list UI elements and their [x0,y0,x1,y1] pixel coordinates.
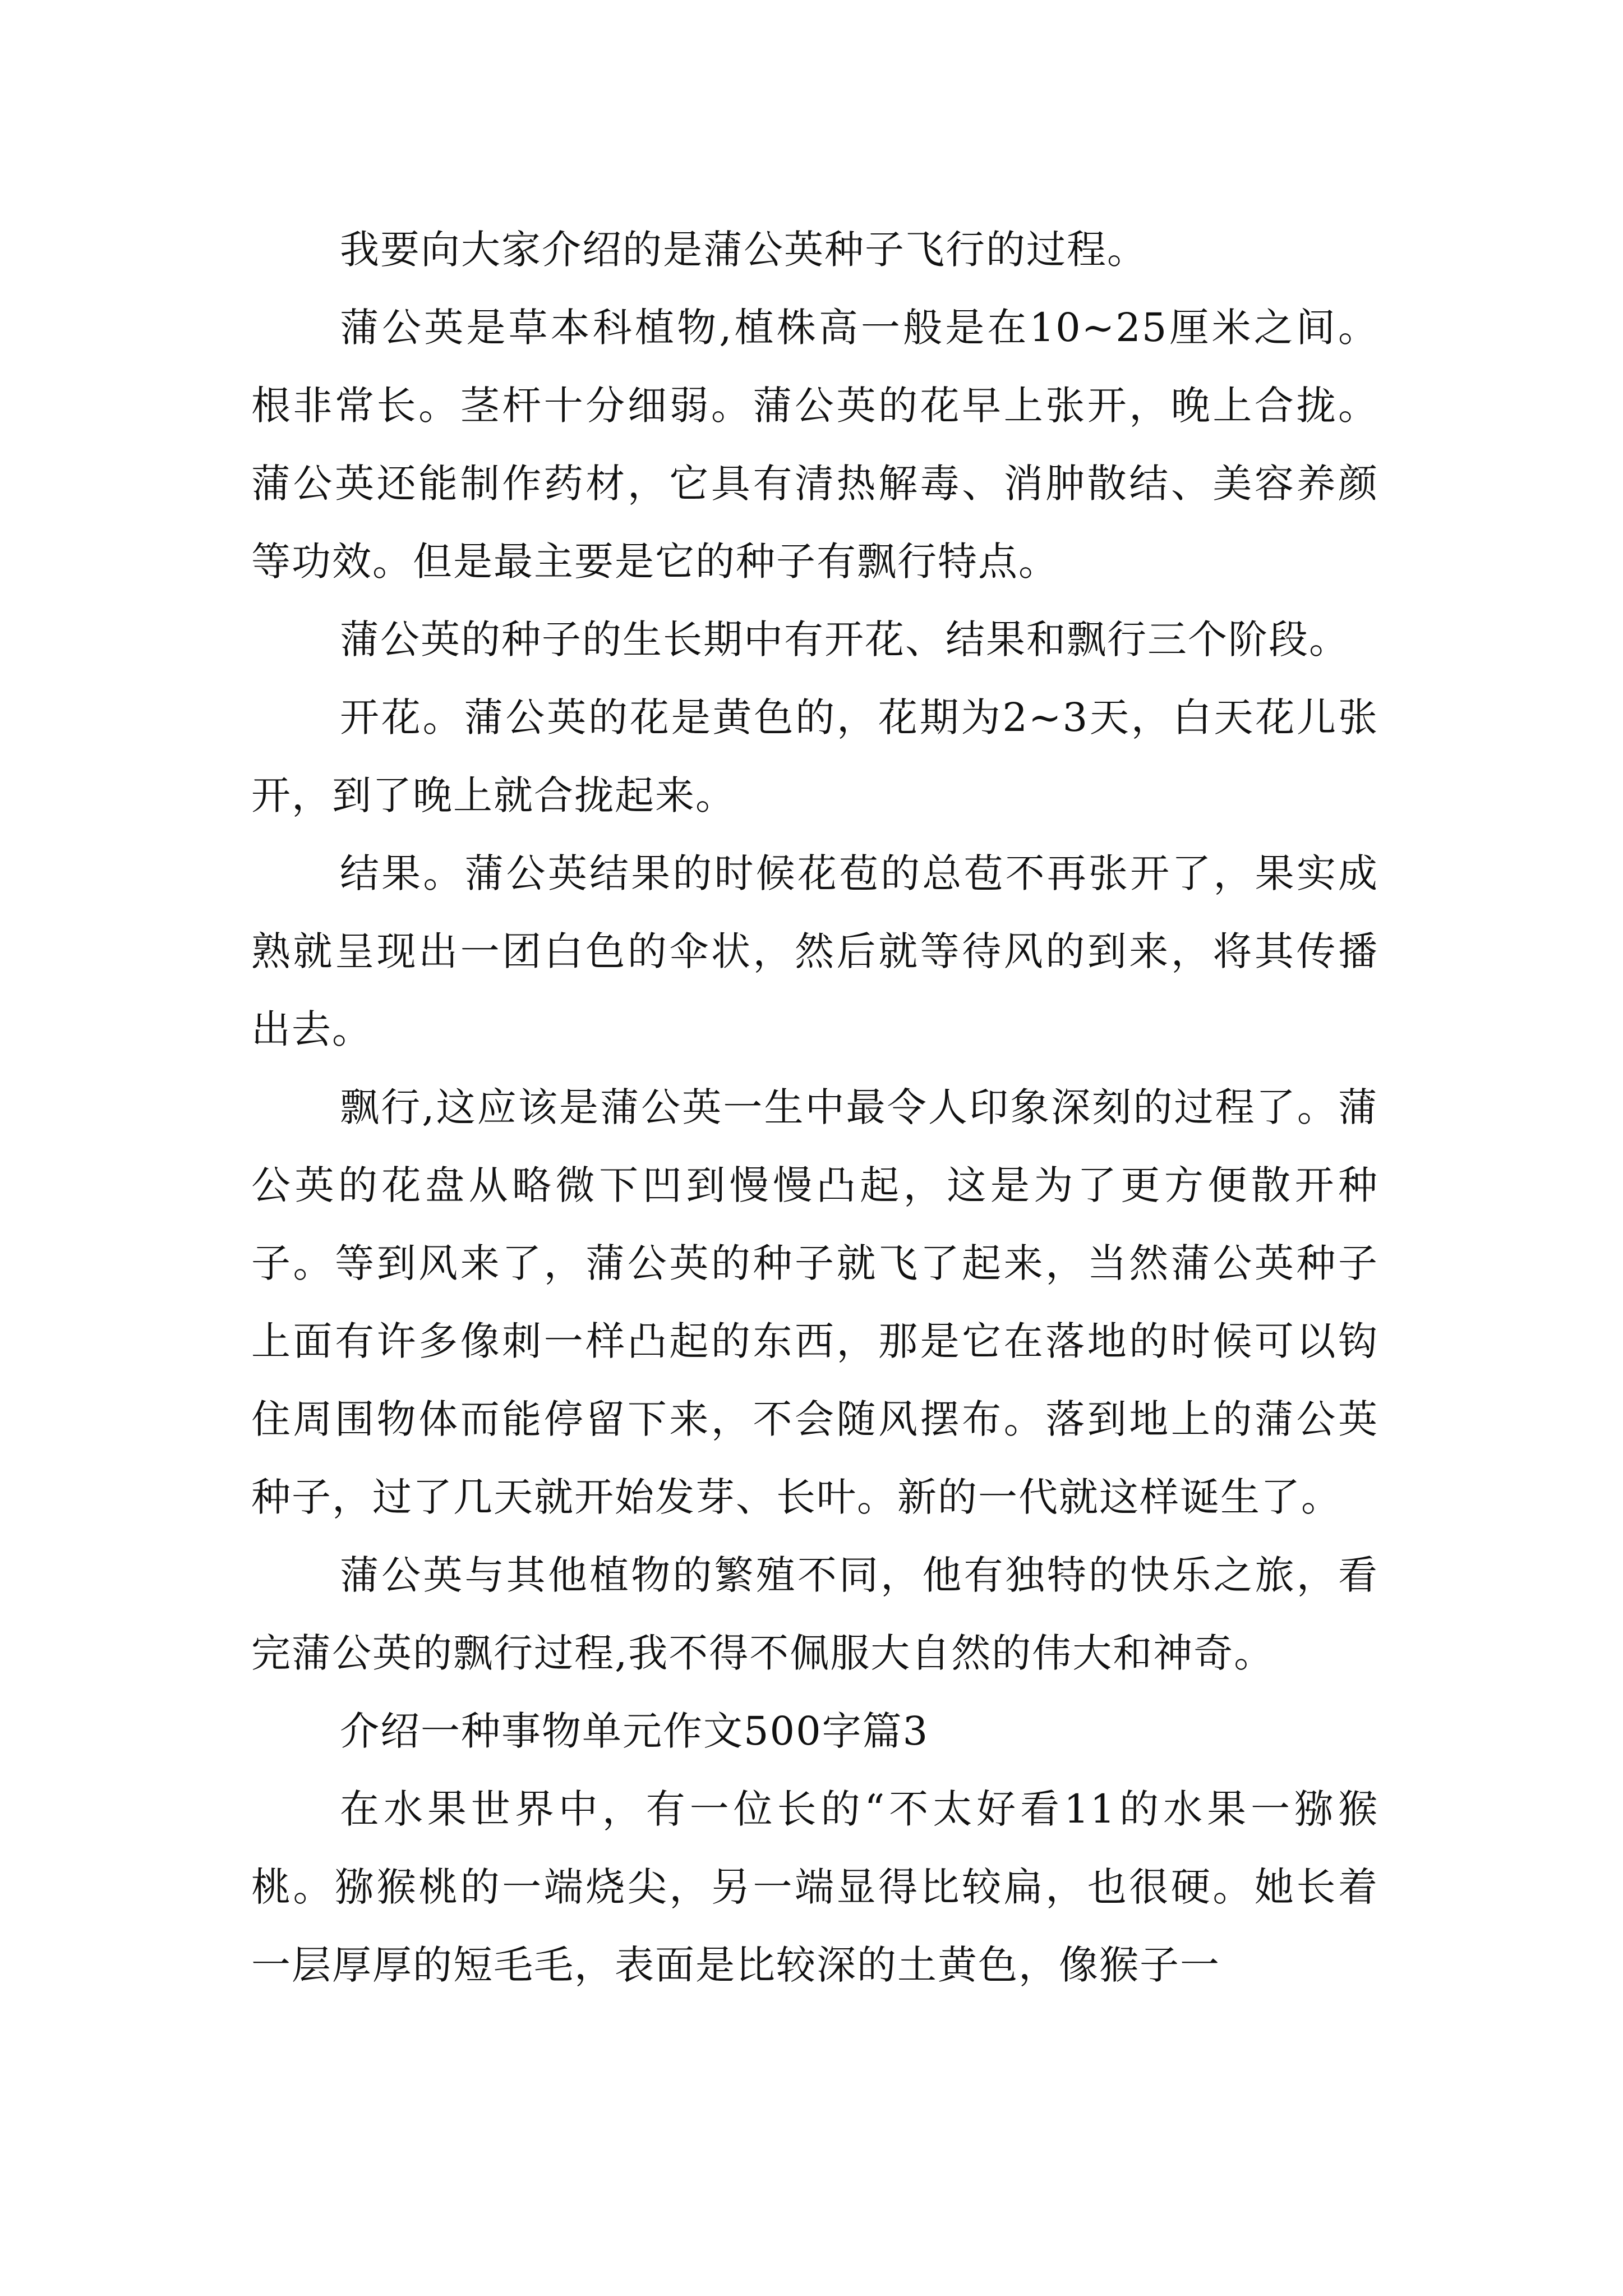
paragraph-kiwi: 在水果世界中，有一位长的“不太好看11的水果一猕猴桃。猕猴桃的一端烧尖，另一端显得比较扁，也很硬。她长着一层厚厚的短毛毛，表面是比较深的土黄色，像猴子一 [251,1786,1378,1988]
section-heading: 介绍一种事物单元作文500字篇3 [340,1708,929,1754]
paragraph-conclusion: 蒲公英与其他植物的繁殖不同，他有独特的快乐之旅，看完蒲公英的飘行过程,我不得不佩服大自然的伟大和神奇。 [251,1552,1378,1676]
paragraph-growth-stages: 蒲公英的种子的生长期中有开花、结果和飘行三个阶段。 [340,616,1349,662]
paragraph-floating: 飘行,这应该是蒲公英一生中最令人印象深刻的过程了。蒲公英的花盘从略微下凹到慢慢凸起，这是为了更方便散开种子。等到风来了，蒲公英的种子就飞了起来，当然蒲公英种子上面有许多像刺一样凸起的东西，那是它在落地的时候可以钩住周围物体而能停留下来，不会随风摆布。落到地上的蒲公英种子，过了几天就开始发芽、长叶。新的一代就这样诞生了。 [251,1084,1378,1520]
paragraph-flowering: 开花。蒲公英的花是黄色的，花期为2~3天，白天花儿张开，到了晚上就合拢起来。 [251,694,1378,818]
paragraph-plant-description: 蒲公英是草本科植物,植株高一般是在10~25厘米之间。根非常长。茎杆十分细弱。蒲公英的花早上张开，晚上合拢。蒲公英还能制作药材，它具有清热解毒、消肿散结、美容养颜等功效。但是最主要是它的种子有飘行特点。 [251,305,1378,585]
paragraph-fruiting: 结果。蒲公英结果的时候花苞的总苞不再张开了，果实成熟就呈现出一团白色的伞状，然后就等待风的到来，将其传播出去。 [251,850,1378,1052]
paragraph-intro: 我要向大家介绍的是蒲公英种子飞行的过程。 [340,227,1147,273]
document-body [251,211,1378,2004]
